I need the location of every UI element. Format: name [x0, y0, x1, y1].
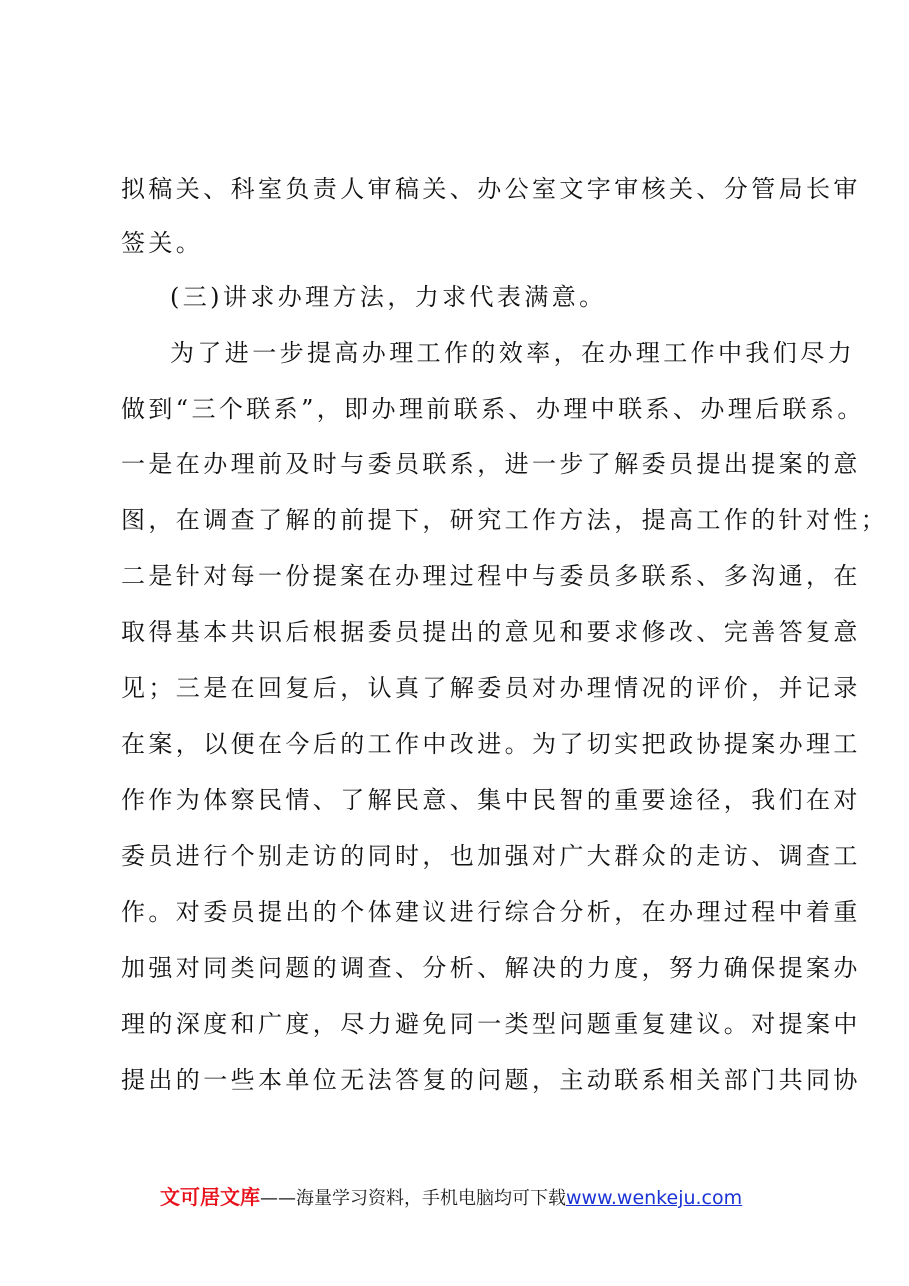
body-text-line-4: 为了进一步提高办理工作的效率，在办理工作中我们尽力: [170, 339, 855, 367]
body-text-line-13: 委员进行个别走访的同时，也加强对广大群众的走访、调查工: [121, 842, 861, 870]
footer-brand: 文可居文库: [160, 1185, 260, 1209]
body-text-line-16: 理的深度和广度，尽力避免同一类型问题重复建议。对提案中: [121, 1010, 861, 1038]
body-text-line-5: 做到“三个联系”，即办理前联系、办理中联系、办理后联系。: [121, 395, 865, 423]
body-text-line-11: 在案，以便在今后的工作中改进。为了切实把政协提案办理工: [121, 730, 861, 758]
body-text-line-1: 拟稿关、科室负责人审稿关、办公室文字审核关、分管局长审: [121, 175, 861, 203]
body-text-line-14: 作。对委员提出的个体建议进行综合分析，在办理过程中着重: [121, 898, 861, 926]
footer-website-link[interactable]: www.wenkeju.com: [566, 1187, 743, 1209]
body-text-line-15: 加强对同类问题的调查、分析、解决的力度，努力确保提案办: [121, 954, 861, 982]
body-text-line-7: 图，在调查了解的前提下，研究工作方法，提高工作的针对性；: [121, 506, 889, 534]
body-text-line-12: 作作为体察民情、了解民意、集中民智的重要途径，我们在对: [121, 786, 861, 814]
body-text-line-8: 二是针对每一份提案在办理过程中与委员多联系、多沟通，在: [121, 562, 861, 590]
body-text-line-9: 取得基本共识后根据委员提出的意见和要求修改、完善答复意: [121, 618, 861, 646]
body-text-line-10: 见；三是在回复后，认真了解委员对办理情况的评价，并记录: [121, 674, 861, 702]
footer-banner: [160, 1183, 800, 1211]
body-text-line-6: 一是在办理前及时与委员联系，进一步了解委员提出提案的意: [121, 450, 861, 478]
body-text-line-2: 签关。: [121, 229, 204, 257]
footer-slogan: ——海量学习资料，手机电脑均可下载: [260, 1188, 566, 1209]
section-heading: (三)讲求办理方法，力求代表满意。: [170, 283, 607, 311]
body-text-line-17: 提出的一些本单位无法答复的问题，主动联系相关部门共同协: [121, 1066, 861, 1094]
